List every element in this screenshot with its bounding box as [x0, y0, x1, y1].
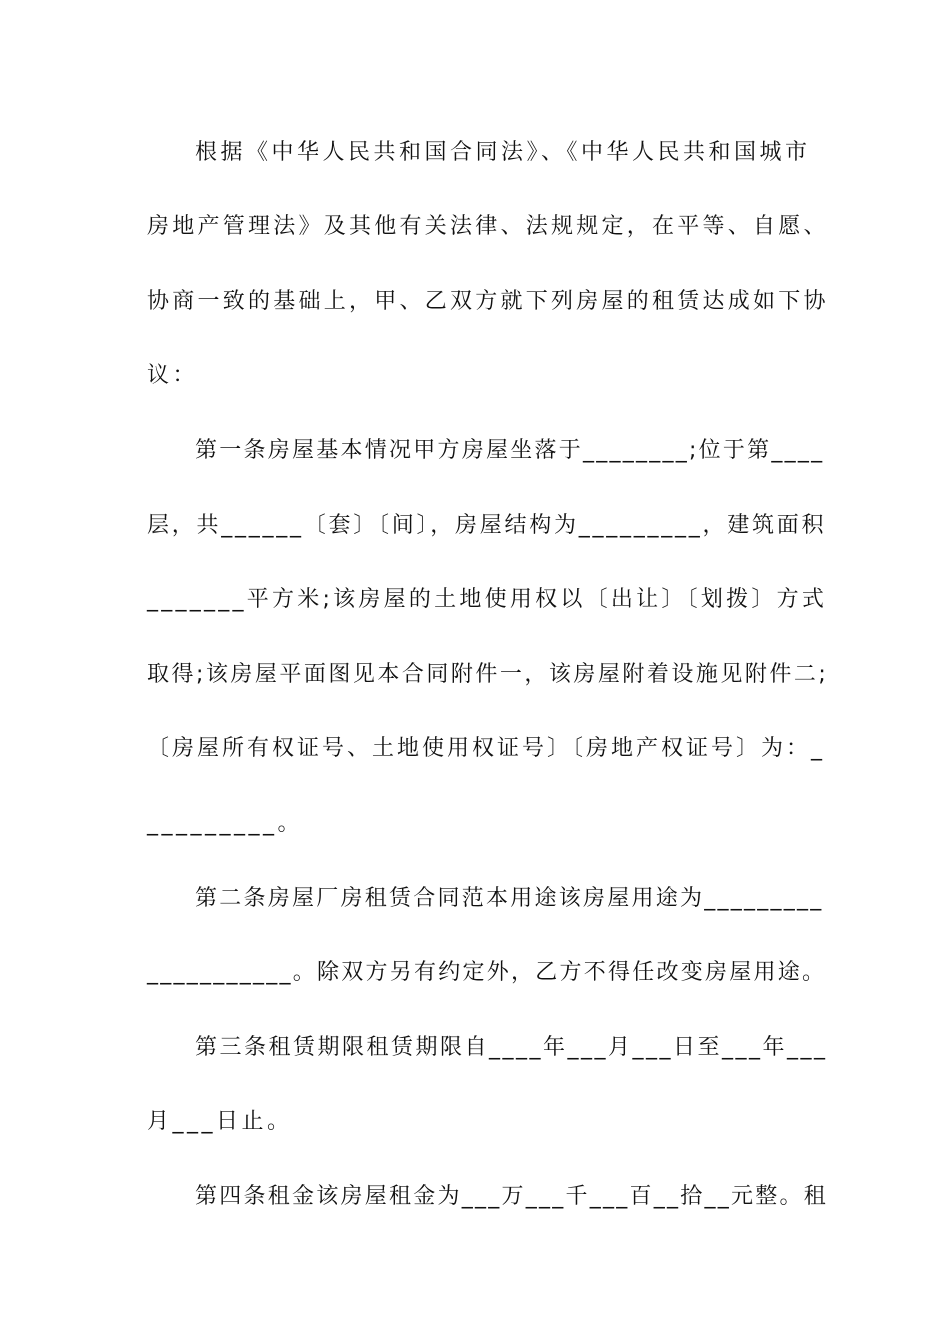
article-2-line-2: ___________。除双方另有约定外，乙方不得任改变房屋用途。 — [147, 960, 827, 985]
article-3-line-2: 月___日止。 — [147, 1109, 293, 1134]
preamble-line-3: 协商一致的基础上，甲、乙双方就下列房屋的租赁达成如下协 — [147, 289, 829, 314]
preamble-line-4: 议： — [147, 363, 199, 388]
preamble-line-1: 根据《中华人民共和国合同法》、《中华人民共和国城市 — [195, 140, 811, 165]
article-1-line-3: _______平方米;该房屋的土地使用权以〔出让〕〔划拨〕方式 — [147, 587, 828, 612]
article-1-line-5: 〔房屋所有权证号、土地使用权证号〕〔房地产权证号〕为：_ — [147, 736, 826, 761]
article-4-line-1: 第四条租金该房屋租金为___万___千___百__拾__元整。租 — [195, 1184, 829, 1209]
article-1-line-6: _________。 — [147, 811, 304, 836]
article-3-line-1: 第三条租赁期限租赁期限自____年___月___日至___年___ — [195, 1035, 828, 1060]
article-2-line-1: 第二条房屋厂房租赁合同范本用途该房屋用途为_________ — [195, 886, 824, 911]
preamble-line-2: 房地产管理法》及其他有关法律、法规规定，在平等、自愿、 — [147, 214, 829, 239]
article-1-line-4: 取得;该房屋平面图见本合同附件一，该房屋附着设施见附件二; — [147, 662, 829, 687]
article-1-line-2: 层，共______〔套〕〔间〕，房屋结构为_________，建筑面积 — [147, 513, 827, 538]
article-1-line-1: 第一条房屋基本情况甲方房屋坐落于________;位于第____ — [195, 438, 825, 463]
